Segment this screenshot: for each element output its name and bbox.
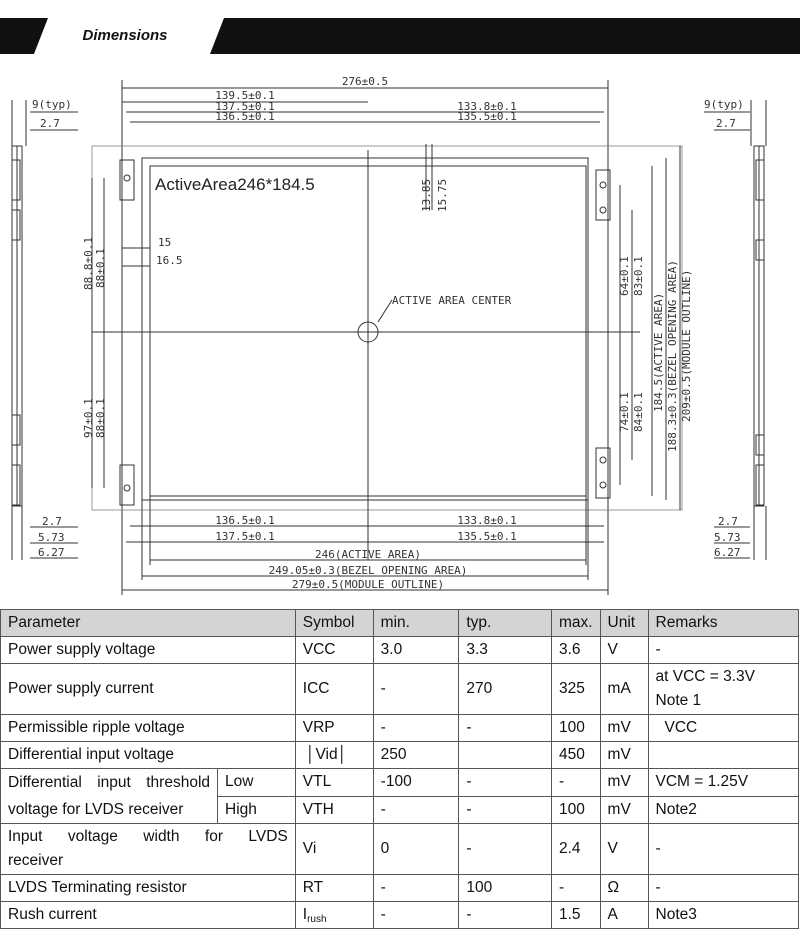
parameter-line-2: receiver	[8, 852, 64, 869]
cell-max: -	[551, 875, 600, 902]
cell-unit: V	[600, 824, 648, 875]
dim-left-2: 88±0.1	[94, 248, 107, 288]
dim-top-5: 135.5±0.1	[457, 110, 517, 123]
symbol-subscript: rush	[307, 913, 327, 925]
table-row	[1, 715, 799, 742]
dim-bottom-1: 136.5±0.1	[215, 514, 275, 527]
dim-top-2: 137.5±0.1	[215, 100, 275, 113]
dim-right-1: 64±0.1	[618, 256, 631, 296]
cell-max: 1.5	[551, 902, 600, 929]
parameter-line-2: voltage for LVDS receiver	[8, 801, 184, 818]
cell-min: -	[373, 664, 459, 715]
cell-typ: -	[459, 769, 552, 797]
side-left-bottom-2-7: 2.7	[42, 515, 62, 528]
cell-typ: 100	[459, 875, 552, 902]
cell-unit: mV	[600, 769, 648, 797]
cell-min: -	[373, 902, 459, 929]
dim-bottom-2: 133.8±0.1	[457, 514, 517, 527]
cell-min: 3.0	[373, 637, 459, 664]
parameter-line-1: Differential input threshold	[8, 774, 211, 791]
cell-remarks: Note3	[648, 902, 799, 929]
cell-remarks: -	[648, 824, 799, 875]
dim-15-75: 15.75	[436, 178, 449, 212]
cell-parameter: Power supply current	[1, 664, 296, 715]
dim-right-4: 84±0.1	[632, 392, 645, 432]
cell-max: 100	[551, 796, 600, 824]
cell-typ: 3.3	[459, 637, 552, 664]
cell-symbol: VTH	[295, 796, 373, 824]
cell-max: 325	[551, 664, 600, 715]
dim-top-1: 139.5±0.1	[215, 89, 275, 102]
table-row	[1, 742, 799, 769]
cell-symbol: VRP	[295, 715, 373, 742]
active-area-label: ActiveArea246*184.5	[155, 175, 315, 194]
cell-typ: 270	[459, 664, 552, 715]
col-remarks: Remarks	[648, 610, 799, 637]
cell-typ: -	[459, 824, 552, 875]
cell-remarks: VCC	[648, 715, 799, 742]
dim-13-85: 13.85	[420, 178, 433, 212]
dim-right-3: 74±0.1	[618, 392, 631, 432]
dim-module-outline-width: 279±0.5(MODULE OUTLINE)	[291, 578, 445, 591]
cell-typ: -	[459, 902, 552, 929]
cell-max: 450	[551, 742, 600, 769]
cell-typ: -	[459, 796, 552, 824]
side-left-6-27: 6.27	[38, 546, 65, 559]
cell-unit: Ω	[600, 875, 648, 902]
col-typ: typ.	[459, 610, 552, 637]
table-row	[1, 902, 799, 929]
side-left-2-7: 2.7	[40, 117, 60, 130]
table-row	[1, 664, 799, 715]
active-area-center-label: ACTIVE AREA CENTER	[392, 294, 512, 307]
dim-module-width: 276±0.5	[341, 75, 389, 88]
cell-min: -	[373, 796, 459, 824]
table-row	[1, 824, 799, 875]
cell-parameter: LVDS Terminating resistor	[1, 875, 296, 902]
dim-active-width: 246(ACTIVE AREA)	[315, 548, 421, 561]
dim-top-3: 136.5±0.1	[215, 110, 275, 123]
col-min: min.	[373, 610, 459, 637]
side-right-bottom-2-7: 2.7	[718, 515, 738, 528]
cell-parameter: Rush current	[1, 902, 296, 929]
parameter-line-1: Input voltage width for LVDS	[8, 828, 288, 845]
dim-left-3: 97±0.1	[82, 398, 95, 438]
cell-min: 250	[373, 742, 459, 769]
symbol-base: I	[302, 905, 308, 923]
cell-parameter: Power supply voltage	[1, 637, 296, 664]
cell-unit: mA	[600, 664, 648, 715]
dim-right-module: 209±0.5(MODULE OUTLINE)	[680, 269, 693, 422]
col-max: max.	[551, 610, 600, 637]
dim-bottom-4: 135.5±0.1	[457, 530, 517, 543]
table-row	[1, 637, 799, 664]
cell-min: -	[373, 715, 459, 742]
table-row	[1, 769, 799, 797]
cell-max: 100	[551, 715, 600, 742]
cell-remarks: VCM = 1.25V	[648, 769, 799, 797]
cell-unit: mV	[600, 796, 648, 824]
cell-typ	[459, 742, 552, 769]
dimension-drawing	[0, 60, 800, 605]
dim-right-2: 83±0.1	[632, 256, 645, 296]
dim-bezel-width: 249.05±0.3(BEZEL OPENING AREA)	[268, 564, 468, 577]
dim-left-4: 88±0.1	[94, 398, 107, 438]
cell-max: 2.4	[551, 824, 600, 875]
cell-unit: V	[600, 637, 648, 664]
col-symbol: Symbol	[295, 610, 373, 637]
cell-min: 0	[373, 824, 459, 875]
table-row	[1, 875, 799, 902]
cell-parameter	[1, 769, 218, 824]
cell-min: -	[373, 875, 459, 902]
cell-symbol: RT	[295, 875, 373, 902]
cell-symbol	[295, 902, 373, 929]
side-right-2-7: 2.7	[716, 117, 736, 130]
remark-line-2: Note 1	[655, 692, 702, 709]
cell-typ: -	[459, 715, 552, 742]
cell-parameter: Differential input voltage	[1, 742, 296, 769]
dim-right-active: 184.5(ACTIVE AREA)	[652, 292, 665, 412]
cell-max: -	[551, 769, 600, 797]
cell-symbol: ICC	[295, 664, 373, 715]
dim-right-bezel: 188.3±0.3(BEZEL OPENING AREA)	[666, 259, 679, 452]
cell-unit: A	[600, 902, 648, 929]
cell-remarks: -	[648, 875, 799, 902]
cell-unit: mV	[600, 715, 648, 742]
cell-parameter	[1, 824, 296, 875]
table-header-row	[1, 610, 799, 637]
side-left-5-73: 5.73	[38, 531, 65, 544]
cell-sub-parameter: Low	[218, 769, 296, 797]
cell-sub-parameter: High	[218, 796, 296, 824]
dim-left-1: 88.8±0.1	[82, 237, 95, 290]
remark-line-1: at VCC = 3.3V	[655, 668, 756, 685]
cell-symbol: │Vid│	[295, 742, 373, 769]
side-right-typ: 9(typ)	[704, 98, 744, 111]
cell-parameter: Permissible ripple voltage	[1, 715, 296, 742]
side-right-6-27: 6.27	[714, 546, 741, 559]
col-unit: Unit	[600, 610, 648, 637]
cell-unit: mV	[600, 742, 648, 769]
col-parameter: Parameter	[1, 610, 296, 637]
cell-symbol: VTL	[295, 769, 373, 797]
side-right-5-73: 5.73	[714, 531, 741, 544]
dim-16-5: 16.5	[156, 254, 183, 267]
cell-remarks	[648, 742, 799, 769]
cell-remarks: Note2	[648, 796, 799, 824]
dim-bottom-3: 137.5±0.1	[215, 530, 275, 543]
cell-symbol: VCC	[295, 637, 373, 664]
dim-15: 15	[158, 236, 172, 249]
cell-max: 3.6	[551, 637, 600, 664]
cell-min: -100	[373, 769, 459, 797]
section-title: Dimensions	[82, 27, 168, 44]
cell-remarks: -	[648, 637, 799, 664]
side-left-typ: 9(typ)	[32, 98, 72, 111]
cell-remarks	[648, 664, 799, 715]
electrical-spec-table	[0, 609, 799, 929]
cell-symbol: Vi	[295, 824, 373, 875]
dim-top-4: 133.8±0.1	[457, 100, 517, 113]
